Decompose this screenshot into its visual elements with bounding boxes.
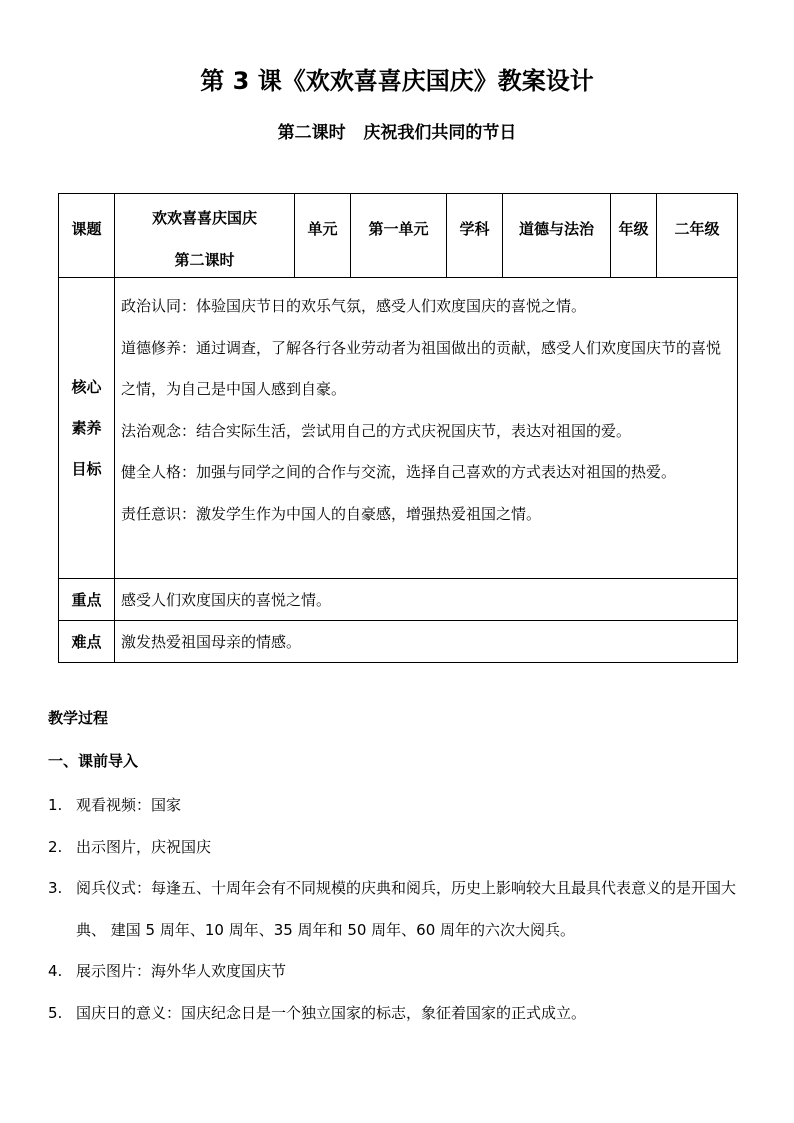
course-value-line1: 欢欢喜喜庆国庆 bbox=[151, 209, 257, 227]
grade-value: 二年级 bbox=[674, 220, 720, 238]
step-number: 4. bbox=[48, 962, 63, 980]
goal-item: 法治观念：结合实际生活，尝试用自己的方式庆祝国庆节，表达对祖国的爱。 bbox=[121, 421, 632, 440]
step-text: 国庆日的意义：国庆纪念日是一个独立国家的标志，象征着国家的正式成立。 bbox=[76, 1003, 587, 1022]
section1-heading: 一、课前导入 bbox=[48, 752, 139, 770]
grade-value-cell bbox=[657, 194, 738, 278]
list-item bbox=[48, 951, 748, 993]
grade-label-cell bbox=[611, 194, 657, 278]
goal-item: 健全人格：加强与同学之间的合作与交流，选择自己喜欢的方式表达对祖国的热爱。 bbox=[121, 463, 677, 481]
grade-label: 年级 bbox=[618, 220, 649, 238]
lesson-plan-table bbox=[58, 193, 738, 663]
goals-label-line1: 核心 bbox=[71, 377, 102, 396]
goals-row bbox=[59, 278, 738, 579]
step-number: 2. bbox=[48, 837, 63, 856]
difficulty-label: 难点 bbox=[59, 621, 115, 663]
key-point-label: 重点 bbox=[59, 579, 115, 621]
subject-label-cell bbox=[447, 194, 503, 278]
list-item bbox=[48, 827, 748, 869]
unit-value: 第一单元 bbox=[368, 220, 429, 238]
subject-label: 学科 bbox=[459, 220, 490, 238]
document-title: 第 3 课《欢欢喜喜庆国庆》教案设计 bbox=[200, 67, 594, 95]
step-text: 阅兵仪式：每逢五、十周年会有不同规模的庆典和阅兵，历史上影响较大且最具代表意义的是开国大典、 建国 5 周年、10 周年、35 周年和 50 周年、60 周年的六次大阅兵。 bbox=[76, 879, 737, 939]
goals-label-cell bbox=[59, 278, 115, 579]
goal-item: 道德修养：通过调查，了解各行各业劳动者为祖国做出的贡献，感受人们欢度国庆节的喜悦之情，为自己是中国人感到自豪。 bbox=[121, 338, 722, 398]
list-item bbox=[48, 868, 748, 951]
document-subtitle: 第二课时 庆祝我们共同的节日 bbox=[277, 123, 517, 143]
difficulty-row bbox=[59, 621, 738, 663]
step-text: 展示图片：海外华人欢度国庆节 bbox=[76, 962, 287, 980]
process-heading: 教学过程 bbox=[48, 709, 109, 727]
unit-label: 单元 bbox=[307, 220, 338, 238]
goals-content-cell bbox=[115, 278, 738, 579]
unit-label-cell bbox=[295, 194, 351, 278]
step-number: 3. bbox=[48, 879, 63, 897]
list-item bbox=[48, 785, 748, 827]
subject-value-cell bbox=[503, 194, 611, 278]
course-value-cell bbox=[115, 194, 295, 278]
course-label: 课题 bbox=[71, 220, 102, 238]
list-item bbox=[48, 993, 748, 1035]
step-text: 观看视频：国家 bbox=[76, 796, 182, 814]
key-point-value: 感受人们欢度国庆的喜悦之情。 bbox=[115, 579, 738, 621]
course-value-line2: 第二课时 bbox=[174, 251, 235, 269]
course-label-cell bbox=[59, 194, 115, 278]
goal-item: 责任意识：激发学生作为中国人的自豪感，增强热爱祖国之情。 bbox=[121, 504, 542, 523]
unit-value-cell bbox=[351, 194, 447, 278]
difficulty-value: 激发热爱祖国母亲的情感。 bbox=[115, 621, 738, 663]
goals-label-line3: 目标 bbox=[71, 459, 102, 478]
step-text: 出示图片，庆祝国庆 bbox=[76, 837, 212, 856]
goals-label-line2: 素养 bbox=[71, 418, 102, 437]
step-number: 5. bbox=[48, 1003, 63, 1022]
intro-steps-list bbox=[48, 785, 748, 1034]
goal-item: 政治认同：体验国庆节日的欢乐气氛，感受人们欢度国庆的喜悦之情。 bbox=[121, 297, 587, 315]
subject-value: 道德与法治 bbox=[518, 220, 594, 238]
header-row bbox=[59, 194, 738, 278]
step-number: 1. bbox=[48, 796, 63, 814]
key-point-row bbox=[59, 579, 738, 621]
